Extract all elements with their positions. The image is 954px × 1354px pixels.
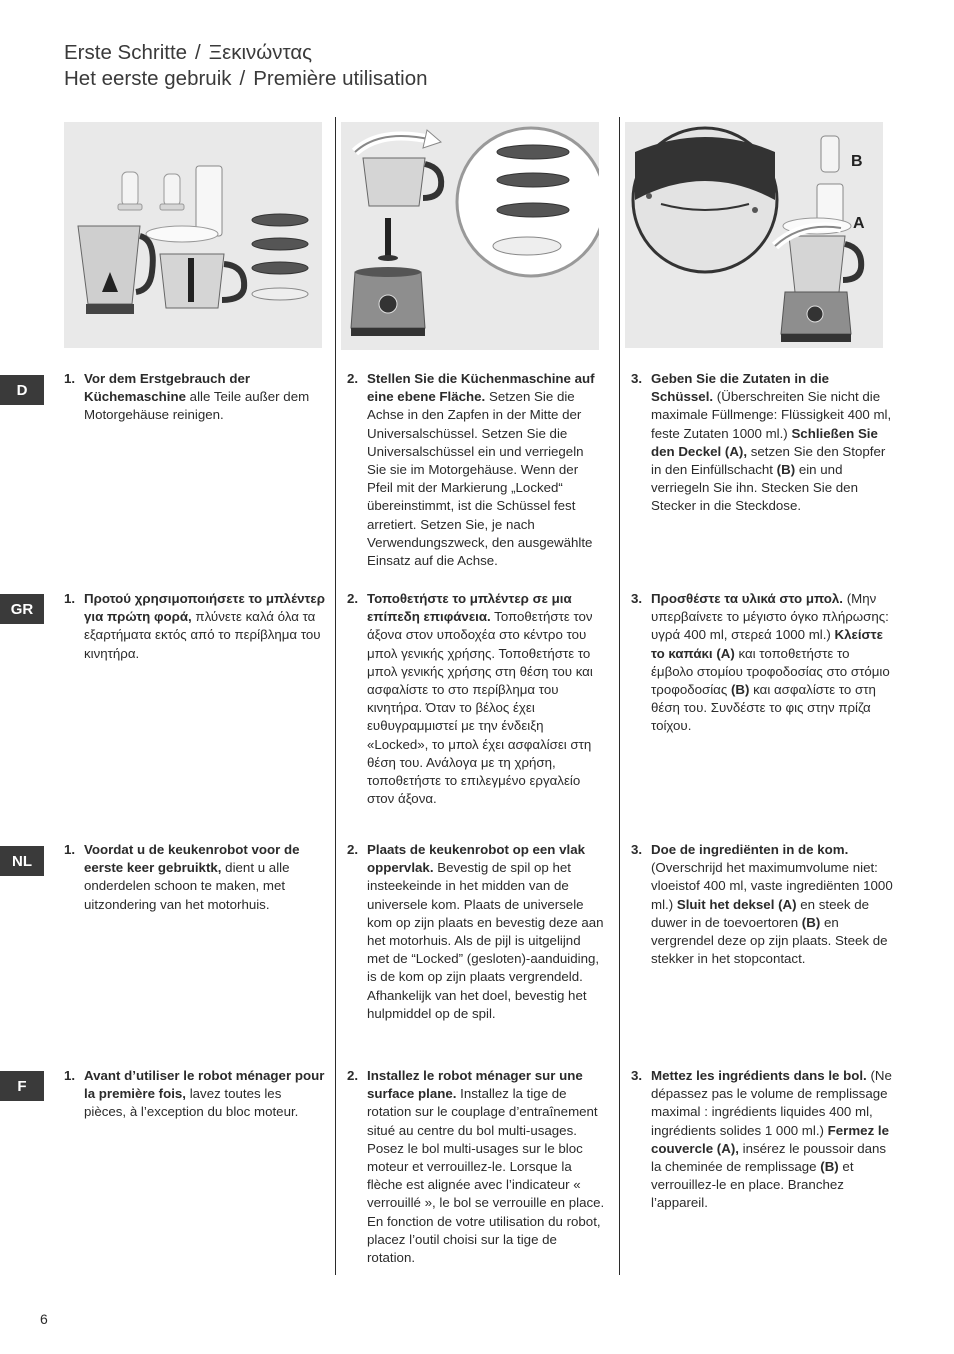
step-3-fr: 3. Mettez les ingrédients dans le bol. (Ne dépassez pas le volume de remplissage maximal : ingrédients liquides 400 ml, ingrédients solides 1 000 ml.) Fermez le couvercle (A), insérez le poussoir dans la cheminée de remplissage (B) et verrouillez-le en place. Branchez l’appareil. [631,1068,892,1211]
language-tab-f: F [0,1071,44,1101]
step-3-nl: 3. Doe de ingrediënten in de kom. (Overschrijd het maximumvolume niet: vloeistof 400 ml, vaste ingrediënten 1000 ml.) Sluit het deksel (A) en steek de duwer in de toevoertoren (B) en vergrendel deze op zijn plaats. Steek de stekker in het stopcontact. [631,842,893,967]
figure-lid-pusher [625,122,883,348]
step-1-fr: 1. Avant d’utiliser le robot ménager pour la première fois, lavez toutes les pièces, à l’exception du bloc moteur. [64,1068,325,1120]
parts-illustration [64,122,322,348]
figure-parts [64,122,322,348]
title-fr: Première utilisation [253,67,428,90]
title-gr: Ξεκινώντας [208,41,313,64]
step-3-de: 3. Geben Sie die Zutaten in die Schüssel. (Überschreiten Sie nicht die maximale Füllmenge: Flüssigkeit 400 ml, feste Zutaten 1000 ml.) Schließen Sie den Deckel (A), setzen Sie den Stopfer in den Einfüllschacht (B) ein und verriegeln Sie ihn. Stecken Sie den Stecker in die Steckdose. [631,371,892,514]
assembly-illustration [341,122,599,350]
language-tab-gr: GR [0,594,44,624]
step-1-gr: 1. Προτού χρησιμοποιήσετε το μπλέντερ για πρώτη φορά, πλύνετε καλά όλα τα εξαρτήματα εκτός από το περίβλημα του κινητήρα. [64,591,325,661]
step-3-gr: 3. Προσθέστε τα υλικά στο μπολ. (Μην υπερβαίνετε το μέγιστο όγκο πλήρωσης: υγρά 400 ml, στερεά 1000 ml.) Κλείστε το καπάκι (A) και τοποθετήστε το έμβολο στομίου τροφοδοσίας στο στόμιο τροφοδοσίας (B) και ασφαλίστε το στη θέση του. Συνδέστε το φις στην πρίζα τοίχου. [631,591,890,734]
step-1-nl: 1. Voordat u de keukenrobot voor de eerste keer gebruiktk, dient u alle onderdelen schoon te maken, met uitzondering van het motorhuis. [64,842,300,912]
label-b: B [851,153,863,170]
step-2-nl: 2. Plaats de keukenrobot op een vlak oppervlak. Bevestig de spil op het insteekeinde in het midden van de universele kom. Plaats de universele kom op zijn plaats en bevestig deze aan het motorhuis. Als de pijl is uitgelijnd met de “Locked” (gesloten)-aanduiding, is de kom op zijn plaats vergrendeld. Afhankelijk van het doel, bevestig het hulpmiddel op de spil. [347,842,604,1021]
title-line-1 [64,40,428,66]
title-line-2 [64,66,428,92]
language-tab-d: D [0,375,44,405]
title-separator: / [239,67,246,90]
title-de: Erste Schritte [64,41,188,64]
figure-assembly [341,122,599,350]
step-2-gr: 2. Τοποθετήστε το μπλέντερ σε μια επίπεδη επιφάνεια. Τοποθετήστε τον άξονα στον υποδοχέα στο κέντρο του μπολ γενικής χρήσης. Τοποθετήστε το μπολ γενικής χρήσης στη θέση του και ασφαλίστε το στο περίβλημα του κινητήρα. Όταν το βέλος έχει ευθυγραμμιστεί με την ένδειξη «Locked», το μπολ έχει ασφαλίσει στη θέση του. Ανάλογα με τη χρήση, τοποθετήστε το επιλεγμένο εργαλείο στον άξονα. [347,591,593,807]
label-a: A [853,215,865,232]
lid-pusher-illustration [625,122,883,348]
step-1-de: 1. Vor dem Erstgebrauch der Küchemaschine alle Teile außer dem Motorgehäuse reinigen. [64,371,310,423]
column-divider-2 [619,117,620,1275]
step-2-de: 2. Stellen Sie die Küchenmaschine auf eine ebene Fläche. Setzen Sie die Achse in den Zapfen in der Mitte der Universalschüssel. Setzen Sie die Universalschüssel ein und verriegeln Sie sie im Motorgehäuse. Wenn der Pfeil mit der Markierung „Locked“ übereinstimmt, ist die Schüssel fest arretiert. Setzen Sie, je nach Verwendungszweck, den ausgewählte Einsatz auf die Achse. [347,371,595,569]
page-title [64,40,428,92]
column-divider-1 [335,117,336,1275]
language-tab-nl: NL [0,846,44,876]
title-nl: Het eerste gebruik [64,67,232,90]
step-2-fr: 2. Installez le robot ménager sur une surface plane. Installez la tige de rotation sur le couplage d’entraînement situé au centre du bol multi-usages. Posez le bol multi-usages sur le bloc moteur et verrouillez-le. Lorsque la flèche est alignée avec l’indicateur « verrouillé », le bol se verrouille en place. En fonction de votre utilisation du robot, placez l’outil choisi sur la tige de rotation. [347,1068,605,1266]
title-separator: / [195,41,201,64]
page-number: 6 [40,1311,48,1327]
